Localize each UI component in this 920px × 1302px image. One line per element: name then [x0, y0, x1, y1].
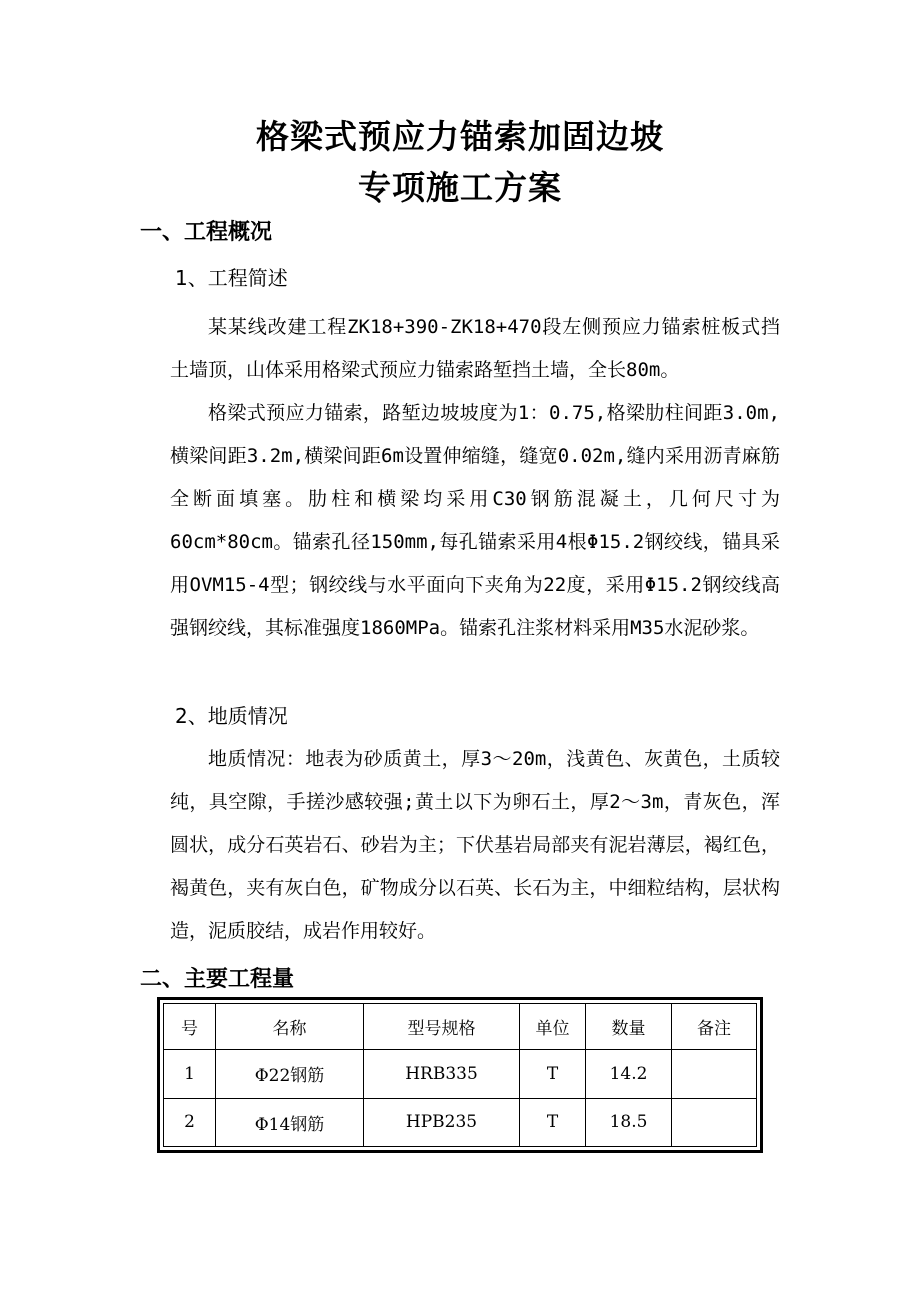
cell-unit: T [520, 1098, 586, 1146]
cell-no: 1 [164, 1050, 216, 1098]
paragraph-project-brief-1: 某某线改建工程ZK18+390-ZK18+470段左侧预应力锚索桩板式挡土墙顶，山体采用格梁式预应力锚索路堑挡土墙，全长80m。 [170, 316, 780, 381]
document-title-line2: 专项施工方案 [358, 168, 562, 207]
cell-spec: HPB235 [364, 1098, 520, 1146]
cell-name: Φ14钢筋 [216, 1098, 364, 1146]
cell-no: 2 [164, 1098, 216, 1146]
section-heading-quantities: 二、主要工程量 [140, 967, 295, 992]
cell-remark [672, 1050, 757, 1098]
quantities-table [163, 1003, 757, 1147]
header-cell-remark: 备注 [672, 1004, 757, 1050]
header-cell-spec: 型号规格 [364, 1004, 520, 1050]
header-cell-unit: 单位 [520, 1004, 586, 1050]
section-heading-overview: 一、工程概况 [140, 220, 273, 245]
subsection-heading-project-brief: 1、工程简述 [175, 266, 288, 290]
quantities-table-frame [157, 997, 763, 1153]
cell-quantity: 18.5 [586, 1098, 672, 1146]
document-title-line1: 格梁式预应力锚索加固边坡 [256, 117, 664, 156]
cell-quantity: 14.2 [586, 1050, 672, 1098]
header-cell-name: 名称 [216, 1004, 364, 1050]
table-row [164, 1098, 757, 1146]
cell-name: Φ22钢筋 [216, 1050, 364, 1098]
table-row [164, 1050, 757, 1098]
subsection-heading-geology: 2、地质情况 [175, 704, 288, 728]
paragraph-project-brief-2: 格梁式预应力锚索，路堑边坡坡度为1：0.75,格梁肋柱间距3.0m,横梁间距3.2m,横梁间距6m设置伸缩缝，缝宽0.02m,缝内采用沥青麻筋全断面填塞。肋柱和横梁均采用C30钢筋混凝土，几何尺寸为60cm*80cm。锚索孔径150mm,每孔锚索采用4根Φ15.2钢绞线，锚具采用OVM15-4型；钢绞线与水平面向下夹角为22度，采用Φ15.2钢绞线高强钢绞线，其标准强度1860MPa。锚索孔注浆材料采用M35水泥砂浆。 [170, 402, 780, 639]
cell-remark [672, 1098, 757, 1146]
header-cell-quantity: 数量 [586, 1004, 672, 1050]
cell-spec: HRB335 [364, 1050, 520, 1098]
paragraph-geology: 地质情况：地表为砂质黄土，厚3～20m，浅黄色、灰黄色，土质较纯，具空隙，手搓沙感较强;黄土以下为卵石土，厚2～3m，青灰色，浑圆状，成分石英岩石、砂岩为主；下伏基岩局部夹有泥岩薄层，褐红色，褐黄色，夹有灰白色，矿物成分以石英、长石为主，中细粒结构，层状构造，泥质胶结，成岩作用较好。 [170, 748, 780, 942]
table-header-row [164, 1004, 757, 1050]
cell-unit: T [520, 1050, 586, 1098]
header-cell-no: 号 [164, 1004, 216, 1050]
